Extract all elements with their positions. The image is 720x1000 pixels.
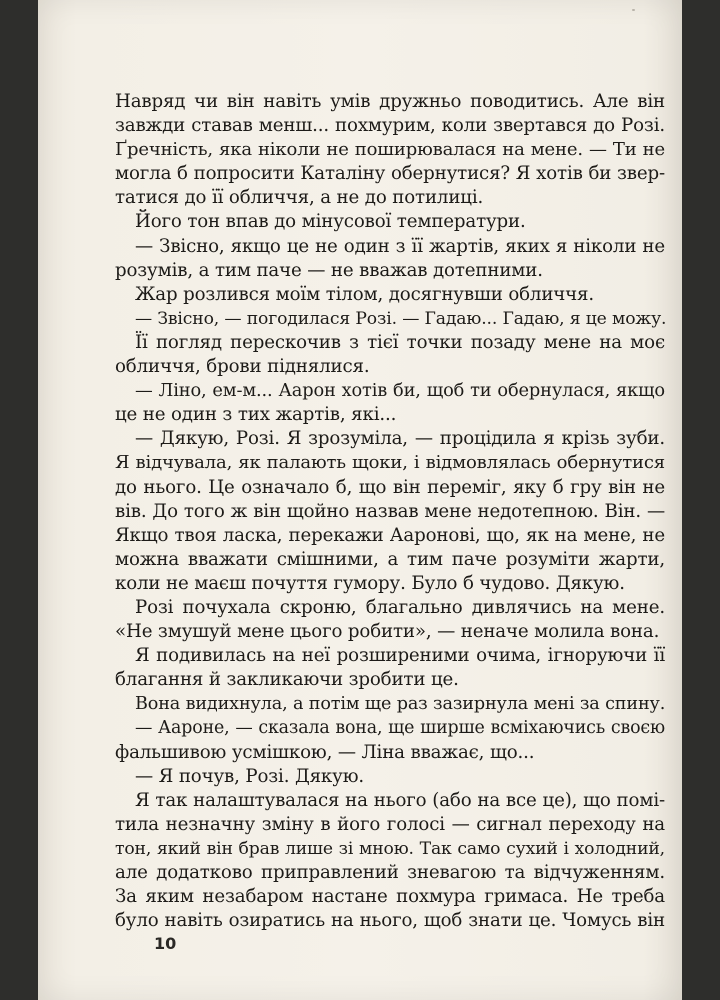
text-line: — Я почув, Розі. Дякую. bbox=[135, 765, 365, 787]
text-line: фальшивою усмішкою, — Ліна вважає, що... bbox=[115, 741, 535, 763]
page-number: 10 bbox=[154, 934, 177, 953]
text-line: татися до її обличчя, а не до потилиці. bbox=[115, 187, 484, 209]
text-line: обличчя, брови піднялися. bbox=[115, 356, 370, 378]
text-line: Жар розлився моїм тілом, досягнувши обличчя. bbox=[135, 283, 594, 305]
text-line: благання й закликаючи зробити це. bbox=[115, 669, 459, 691]
text-line: — Звісно, — погодилася Розі. — Гадаю... Гадаю, я це можу. bbox=[135, 308, 667, 329]
text-line: коли не маєш почуття гумору. Було б чудово. Дякую. bbox=[115, 572, 625, 594]
paper-speck bbox=[632, 9, 635, 11]
text-line: могла б попросити Каталіну обернутися? Я хотів би звер- bbox=[115, 163, 665, 185]
text-line: тила незначну зміну в його голосі — сигнал переходу на bbox=[115, 813, 665, 835]
text-line: Я відчувала, як палають щоки, і відмовлялась обернутися bbox=[115, 452, 665, 474]
text-line: можна вважати смішними, а тим паче розуміти жарти, bbox=[115, 548, 665, 570]
text-line: Я так налаштувалася на нього (або на все це), що помі- bbox=[135, 789, 665, 811]
body-text bbox=[115, 90, 665, 933]
text-line: Ґречність, яка ніколи не поширювалася на мене. — Ти не bbox=[115, 139, 665, 161]
text-line: Якщо твоя ласка, перекажи Ааронові, що, як на мене, не bbox=[115, 524, 665, 546]
text-line: вів. До того ж він щойно назвав мене недотепною. Він. — bbox=[115, 500, 665, 522]
text-line: — Дякую, Розі. Я зрозуміла, — процідила я крізь зуби. bbox=[135, 428, 665, 450]
text-line: до нього. Це означало б, що він переміг, яку б гру він не bbox=[115, 476, 665, 498]
book-page bbox=[38, 0, 682, 1000]
text-line: тон, який він брав лише зі мною. Так само сухий і холодний, bbox=[115, 838, 665, 859]
text-line: Вона видихнула, а потім ще раз зазирнула мені за спину. bbox=[135, 694, 666, 715]
text-line: було навіть озиратись на нього, щоб знати це. Чомусь він bbox=[115, 910, 665, 932]
text-line: Навряд чи він навіть умів дружньо поводитись. Але він bbox=[115, 91, 665, 112]
text-line: — Ліно, ем-м... Аарон хотів би, щоб ти обернулася, якщо bbox=[135, 380, 665, 402]
text-line: «Не змушуй мене цього робити», — неначе молила вона. bbox=[115, 621, 660, 643]
text-line: це не один з тих жартів, які... bbox=[115, 404, 397, 426]
text-line: За яким незабаром настане похмура гримаса. Не треба bbox=[115, 886, 665, 908]
text-line: розумів, а тим паче — не вважав дотепними. bbox=[115, 259, 543, 281]
text-line: — Аароне, — сказала вона, ще ширше всміхаючись своєю bbox=[135, 718, 665, 739]
text-line: — Звісно, якщо це не один з її жартів, яких я ніколи не bbox=[135, 235, 665, 257]
text-line: Я подивилась на неї розширеними очима, ігноруючи її bbox=[135, 645, 665, 667]
text-line: але додатково приправлений зневагою та відчуженням. bbox=[115, 862, 665, 883]
text-line: Його тон впав до мінусової температури. bbox=[135, 211, 526, 233]
text-line: завжди ставав менш... похмурим, коли звертався до Розі. bbox=[115, 115, 665, 137]
text-line: Розі почухала скроню, благально дивлячись на мене. bbox=[135, 596, 665, 618]
text-line: Її погляд перескочив з тієї точки позаду мене на моє bbox=[135, 331, 665, 353]
